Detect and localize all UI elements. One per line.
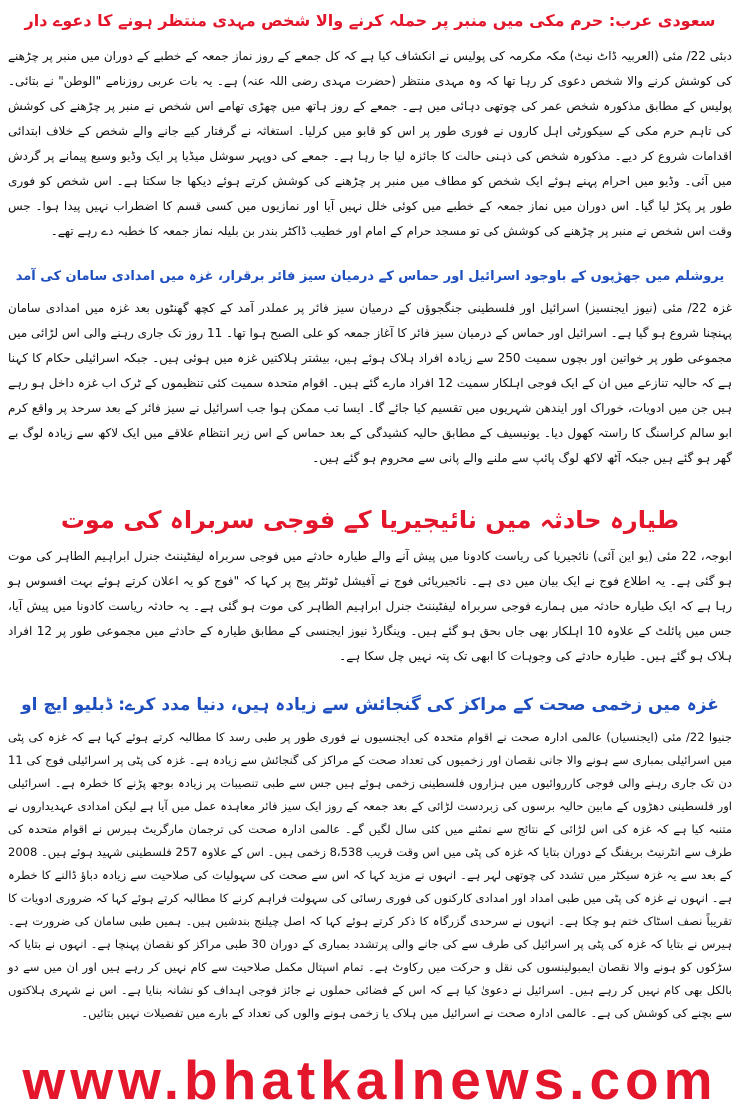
headline: غزہ میں زخمی صحت کے مراکز کی گنجائش سے زیادہ ہیں، دنیا مدد کرے: ڈبلیو ایچ او [21,695,719,715]
headline: طیارہ حادثہ میں نائیجیریا کے فوجی سربراہ کی موت [60,506,680,534]
article-body: غزہ 22/ مئی (نیوز ایجنسیز) اسرائیل اور فلسطینی جنگجوؤں کے درمیان سیز فائر پر عملدر آمد کے کچھ گھنٹوں بعد غزہ میں امدادی سامان پہنچنا شروع ہو گیا ہے۔ اسرائیل اور حماس کے درمیان سیز فائر کا آغاز جمعہ کو علی الصبح ہوا تھا۔ 11 روز تک جاری رہنے والی اس لڑائی میں مجموعی طور پر خواتین اور بچوں سمیت 250 سے زیادہ افراد ہلاک ہوئے ہیں، بیشتر ہلاکتیں غزہ میں ہوئی ہیں۔ جبکہ اسرائیلی حکام کا کہنا ہے کہ حالیہ تنازعے میں ان کے ایک فوجی اہلکار سمیت 12 افراد مارے گئے ہیں۔ اقوام متحدہ سمیت کئی تنظیموں کے ٹرک اب غزہ داخل ہو رہے ہیں جن میں ادویات، خوراک اور ایندھن شہریوں میں تقسیم کیا جائے گا۔ ایسا تب ممکن ہوا جب اسرائیل نے سیز فائر کے بعد سرحد پر واقع کرم ابو سالم کراسنگ کا راستہ کھول دیا۔ یونیسیف کے مطابق حالیہ کشیدگی کے بعد حماس کے اس زیر انتظام علاقے میں ایک لاکھ سے زیادہ لوگ بے گھر ہو گئے ہیں جبکہ آٹھ لاکھ لوگ پائپ سے ملنے والے پانی سے محروم ہو گئے ہیں۔ [8,301,733,465]
article-nigeria-crash [8,500,732,685]
article-saudi-mahdi [8,2,732,260]
article-gaza-health [8,688,732,1038]
article-body: جنیوا 22/ مئی (ایجنسیاں) عالمی ادارہ صحت نے اقوام متحدہ کی ایجنسیوں نے فوری طور پر طبی رسد کا مطالبہ کرتے ہوئے کہا ہے کہ غزہ کی پٹی میں اسرائیلی بمباری سے ہونے والا جانی نقصان اور زخمیوں کی تعداد صحت کے مراکز کی گنجائش سے زیادہ ہے۔ غزہ کی پٹی پر اسرائیلی فوج کی 11 دن تک جاری رہنے والی فوجی کارروائیوں میں ہزاروں فلسطینی زخمی ہوئے ہیں جس سے طبی تنصیبات پر زیادہ بوجھ پڑنے کا خطرہ ہے۔ اسرائیلی اور فلسطینی دھڑوں کے مابین حالیہ برسوں کی زبردست لڑائی کے بعد جمعہ کے روز ایک سیز فائر معاہدہ عمل میں آیا ہے لیکن امدادی عہدیداروں نے متنبہ کیا ہے کہ غزہ کی اس لڑائی کے نتائج سے نمٹنے میں کئی سال لگیں گے۔ عالمی ادارہ صحت کی ترجمان مارگریٹ ہیرس نے اقوام متحدہ کی طرف سے انٹرنیٹ بریفنگ کے دوران بتایا کہ غزہ کی پٹی میں اس وقت قریب 8،538 زخمی ہیں۔ اس کے علاوہ 257 فلسطینی شہید ہوئے ہیں۔ 2008 کے بعد سے یہ غزہ سیکٹر میں تشدد کی چوتھی لہر ہے۔ انہوں نے مزید کہا کہ اس سے صحت کی سہولیات کی صلاحیت سے زیادہ دباؤ ڈالنے کا خطرہ ہے۔ انہوں نے غزہ کی پٹی میں طبی امداد اور امدادی کارکنوں کی فوری رسائی کی سہولت فراہم کرنے کا مطالبہ کرتے ہوئے کہا کہ ضروری ادویات کا تقریباً نصف اسٹاک ختم ہو چکا ہے۔ انہوں نے سرحدی گزرگاہ کا ذکر کرتے ہوئے کہا کہ اصل چیلنج بندشیں ہیں۔ ہمیں طبی سامان کی ضرورت ہے۔ ہیرس نے بتایا کہ غزہ کی پٹی پر اسرائیل کی طرف سے کی جانے والی پرتشدد بمباری کے دوران 30 طبی مراکز کو نقصان پہنچا ہے۔ انہوں نے بتایا کہ سڑکوں کو ہونے والا نقصان ایمبولینسوں کی نقل و حرکت میں رکاوٹ ہے۔ تمام اسپتال مکمل صلاحیت سے کام نہیں کر رہے ہیں اور ان میں سے دو بالکل بھی کام نہیں کر رہے ہیں۔ اسرائیل نے دعویٰ کیا ہے کہ اس کے فضائی حملوں نے جائز فوجی اہداف کو نشانہ بنایا ہے۔ اس نے شہری ہلاکتوں سے بچنے کی کوشش کی ہے۔ عالمی ادارہ صحت نے اسرائیل میں ہلاک یا زخمی ہونے والوں کی تعداد کے بارے میں تفصیلات نہیں بتائیں۔ [8,730,732,1020]
headline: سعودی عرب: حرم مکی میں منبر پر حملہ کرنے والا شخص مہدی منتظر ہونے کا دعوے دار [24,11,716,30]
headline: یروشلم میں جھڑپوں کے باوجود اسرائیل اور حماس کے درمیان سیز فائر برقرار، غزہ میں امدادی سامان کی آمد [15,269,725,284]
site-url-banner: www.bhatkalnews.com [22,1049,718,1111]
article-gaza-ceasefire [8,262,732,482]
article-body: ابوجہ، 22 مئی (یو این آئی) نائجیریا کی ریاست کادونا میں پیش آنے والے طیارہ حادثے میں فوجی سربراہ لیفٹیننٹ جنرل ابراہیم الطاہر کی موت ہو گئی ہے۔ یہ اطلاع فوج نے ایک بیان میں دی ہے۔ نائجیریائی فوج نے آفیشل ٹوئٹر پیج پر کہا کہ "فوج کو یہ اعلان کرتے ہوئے بہت افسوس ہو رہا ہے کہ ایک طیارہ حادثہ میں ہمارے فوجی سربراہ لیفٹیننٹ جنرل ابراہیم الطاہر کی موت ہو گئی ہے۔ یہ حادثہ ریاست کادونا میں پیش آیا، جس میں پائلٹ کے علاوہ 10 اہلکار بھی جاں بحق ہو گئے ہیں۔ وینگارڈ نیوز ایجنسی کے مطابق طیارہ کے حادثے میں مجموعی طور پر 12 افراد ہلاک ہو گئے ہیں۔ طیارہ حادثے کی وجوہات کا ابھی تک پتہ نہیں چل سکا ہے۔ [8,549,732,663]
article-body: دبئی 22/ مئی (العربیہ ڈاٹ نیٹ) مکہ مکرمہ کی پولیس نے انکشاف کیا ہے کہ کل جمعے کے روز نماز جمعہ کے خطبے کے دوران میں منبر پر چڑھنے کی کوشش کرنے والا شخص دعوی کر رہا تھا کہ وہ مہدی منتظر (حضرت مہدی رضی اللہ عنہ) ہے۔ یہ بات عربی روزنامے "الوطن" نے بتائی۔ پولیس کے مطابق مذکورہ شخص عمر کی چوتھی دہائی میں ہے۔ جمعے کے روز ہاتھ میں چھڑی تھامے اس شخص نے منبر پر چڑھنے کی کوشش کی تاہم حرم مکی کے سیکورٹی اہل کاروں نے فوری طور پر اس کو قابو میں کرلیا۔ استغاثہ نے گرفتار کیے جانے والے شخص کے خلاف ابتدائی اقدامات شروع کر دیے۔ مذکورہ شخص کی ذہنی حالت کا جائزہ لیا جا رہا ہے۔ جمعے کی دوپہر سوشل میڈیا پر ایک وڈیو وسیع پیمانے پر گردش میں آئی۔ وڈیو میں احرام پہنے ہوئے ایک شخص کو مطاف میں منبر پر چڑھنے کی کوشش کرتے ہوئے دیکھا جا سکتا ہے۔ اس شخص کو فوری طور پر پکڑ لیا گیا۔ اس دوران میں نماز جمعہ کے خطبے میں کوئی خلل نہیں آیا اور نمازیوں میں کسی قسم کا اضطراب نہیں پیدا ہوا۔ جس وقت اس شخص نے منبر پر چڑھنے کی کوشش کی تو مسجد حرام کے امام اور خطیب ڈاکٹر بندر بن بلیلہ نماز جمعہ کا خطبہ دے رہے تھے۔ [8,49,733,238]
